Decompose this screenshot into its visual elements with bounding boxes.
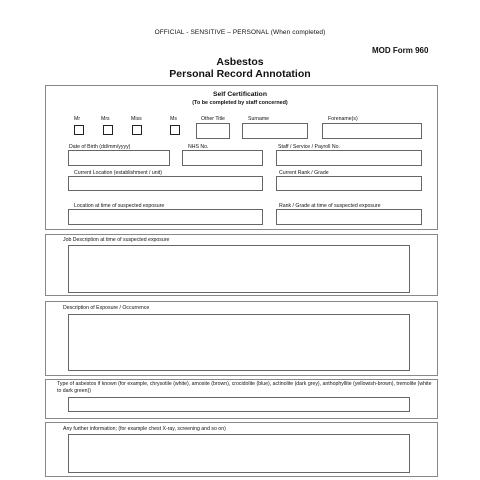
nhs-number-field[interactable]	[182, 150, 263, 166]
asbestos-type-label: Type of asbestos if known (for example, chrysotile (white), amosite (brown), crocidolite (blue), actinolite (dark grey), anthophyllite (yellowish-brown), tremolite (white to dark green))	[57, 381, 432, 394]
self-certification-heading: Self Certification	[212, 91, 267, 98]
form-number: MOD Form 960	[372, 46, 429, 55]
staff-number-label: Staff / Service / Payroll No.	[278, 144, 340, 150]
exposure-location-label: Location at time of suspected exposure	[74, 203, 165, 209]
forenames-field[interactable]	[322, 123, 422, 139]
dob-field[interactable]	[68, 150, 170, 166]
form-subtitle: Personal Record Annotation	[169, 68, 311, 80]
title-mrs-label: Mrs	[101, 116, 110, 122]
title-mr-checkbox[interactable]	[74, 125, 84, 135]
asbestos-type-field[interactable]	[68, 397, 410, 412]
exposure-rank-field[interactable]	[276, 209, 422, 225]
surname-label: Surname	[248, 116, 270, 122]
staff-number-field[interactable]	[276, 150, 422, 166]
further-information-label: Any further information; (for example chest X-ray, screening and so on)	[63, 426, 226, 432]
other-title-field[interactable]	[196, 123, 230, 139]
dob-label: Date of Birth (dd/mm/yyyy)	[69, 144, 131, 150]
exposure-description-label: Description of Exposure / Occurrence	[63, 305, 150, 311]
current-rank-label: Current Rank / Grade	[279, 170, 329, 176]
title-miss-checkbox[interactable]	[132, 125, 142, 135]
current-location-field[interactable]	[68, 176, 263, 191]
exposure-description-field[interactable]	[68, 314, 410, 371]
title-miss-label: Miss	[131, 116, 142, 122]
classification-marking: OFFICIAL - SENSITIVE – PERSONAL (When completed)	[154, 29, 326, 36]
exposure-rank-label: Rank / Grade at time of suspected exposure	[279, 203, 381, 209]
surname-field[interactable]	[242, 123, 308, 139]
job-description-label: Job Description at time of suspected exposure	[63, 237, 170, 243]
title-mr-label: Mr	[74, 116, 81, 122]
forenames-label: Forename(s)	[328, 116, 358, 122]
title-ms-label: Ms	[170, 116, 177, 122]
title-mrs-checkbox[interactable]	[103, 125, 113, 135]
job-description-field[interactable]	[68, 245, 410, 293]
title-ms-checkbox[interactable]	[170, 125, 180, 135]
other-title-label: Other Title	[201, 116, 225, 122]
current-rank-field[interactable]	[276, 176, 422, 191]
further-information-field[interactable]	[68, 434, 410, 473]
exposure-location-field[interactable]	[68, 209, 263, 225]
nhs-number-label: NHS No.	[188, 144, 209, 150]
form-title: Asbestos	[216, 56, 264, 68]
current-location-label: Current Location (establishment / unit)	[74, 170, 162, 176]
self-certification-subheading: (To be completed by staff concerned)	[192, 100, 288, 106]
